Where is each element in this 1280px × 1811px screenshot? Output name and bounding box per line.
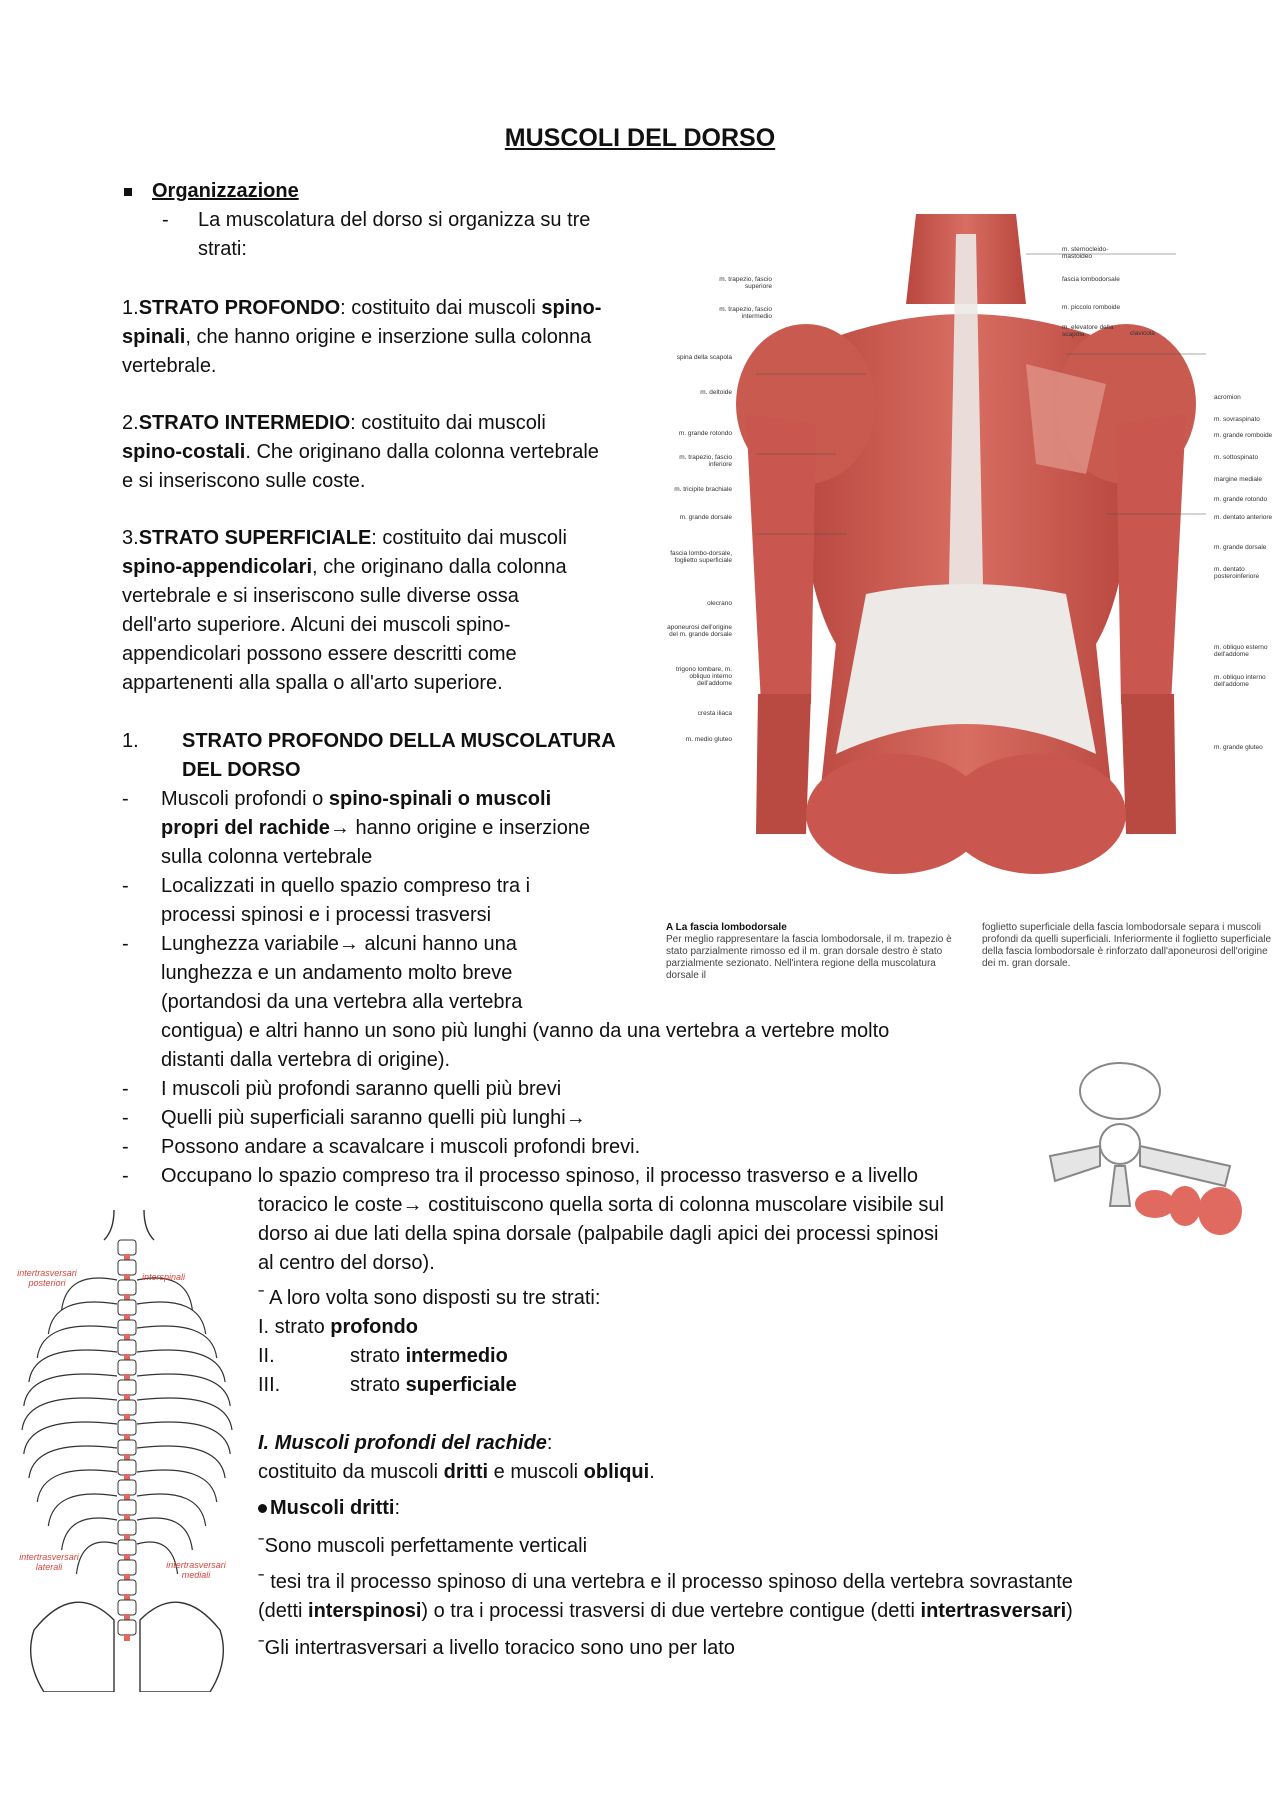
figure-label-left: spina della scapola xyxy=(676,354,732,361)
square-bullet-icon xyxy=(124,188,132,196)
label-interspinali: interspinali xyxy=(142,1272,186,1282)
bullet-spino-spinali: Muscoli profondi o spino-spinali o muscoli propri del rachide→ hanno origine e inserzione sulla colonna vertebrale xyxy=(161,788,591,868)
vertebra-section-figure xyxy=(1030,1056,1250,1246)
rib xyxy=(137,1350,225,1382)
figure-caption-right: foglietto superficiale della fascia lombodorsale separa i muscoli profondi da quelli superficiali. Inferiormente il foglietto superficiale della fascia lombodorsale è rinforzato dall'aponeurosi dell'origine dei m. gran dorsale. xyxy=(982,922,1272,969)
organizzazione-dash: - xyxy=(162,209,169,231)
figure-label-left: olecrano xyxy=(707,600,732,607)
dritti-line2: ˉ tesi tra il processo spinoso di una vertebra e il processo spinoso della vertebra sovrastante (detti interspinosi) o tra i processi trasversi di due vertebre contigue (detti intertrasversari) xyxy=(258,1571,1073,1622)
figure-label-right: m. grande gluteo xyxy=(1214,744,1263,751)
figure-label-right: m. dentato posteroinferiore xyxy=(1214,566,1260,580)
section1-number: 1. xyxy=(122,730,139,752)
figure-label-left: m. medio gluteo xyxy=(685,736,732,743)
figure-label-left: trigono lombare, m. obliquo interno dell'addome xyxy=(676,666,732,687)
organizzazione-text: La muscolatura del dorso si organizza su tre strati: xyxy=(198,209,591,260)
profondi-heading: I. Muscoli profondi del rachide: xyxy=(258,1432,553,1454)
rib xyxy=(137,1398,232,1430)
sub-strato-intermedio: strato intermedio xyxy=(350,1345,508,1367)
rib xyxy=(137,1446,225,1478)
figure-label-left: cresta iliaca xyxy=(697,710,732,717)
dritti-heading: Muscoli dritti: xyxy=(258,1494,400,1523)
vertebra xyxy=(118,1420,136,1435)
interspinous-muscle xyxy=(124,1634,130,1641)
vertebra xyxy=(118,1320,136,1335)
figure-label-right: fascia lombodorsale xyxy=(1062,276,1120,283)
bullet-occupano: Occupano lo spazio compreso tra il processo spinoso, il processo trasverso e a livello xyxy=(161,1165,919,1187)
vertebra xyxy=(118,1540,136,1555)
vertebra xyxy=(118,1580,136,1595)
bullet-profondi-brevi: I muscoli più profondi saranno quelli più brevi xyxy=(161,1078,562,1100)
figure-label-right: m. sovraspinato xyxy=(1214,416,1260,423)
figure-label-right: margine mediale xyxy=(1214,476,1263,483)
dritti-line1: ˉSono muscoli perfettamente verticali xyxy=(258,1535,588,1557)
figure-label-right: m. piccolo romboide xyxy=(1062,304,1121,311)
figure-label-left: m. deltoide xyxy=(700,389,732,396)
strato-superficiale-paragraph: 3.STRATO SUPERFICIALE: costituito dai muscoli spino-appendicolari, che originano dalla colonna vertebrale e si inseriscono sulle diverse ossa dell'arto superiore. Alcuni dei muscoli spino- appendicolari possono essere descritti come appartenenti alla spalla o all'arto superiore. xyxy=(122,527,567,694)
sub-strato-superficiale-num: III. xyxy=(258,1374,281,1396)
bullet-localizzati: Localizzati in quello spazio compreso tra i processi spinosi e i processi trasversi xyxy=(161,875,531,926)
organizzazione-heading: Organizzazione xyxy=(124,177,299,206)
rib xyxy=(24,1374,117,1406)
vertebra xyxy=(118,1340,136,1355)
spine-figure xyxy=(14,1210,240,1692)
rib xyxy=(137,1422,230,1454)
vertebra xyxy=(118,1400,136,1415)
rib xyxy=(29,1350,117,1382)
rib xyxy=(137,1494,206,1526)
vertebra xyxy=(118,1240,136,1255)
rib xyxy=(24,1422,117,1454)
figure-label-left: m. grande rotondo xyxy=(678,430,732,437)
dritti-line3: ˉGli intertrasversari a livello toracico sono uno per lato xyxy=(258,1637,735,1659)
figure-label-right: m. grande romboide xyxy=(1214,432,1273,439)
figure-label-right: m. grande dorsale xyxy=(1214,544,1267,551)
vertebra xyxy=(118,1460,136,1475)
profondi-desc: costituito da muscoli dritti e muscoli obliqui. xyxy=(258,1461,655,1483)
bullet-occupano-cont: toracico le coste→ costituiscono quella sorta di colonna muscolare visibile sul dorso ai due lati della spina dorsale (palpabile dagli apici dei processi spinosi al centro del dorso). xyxy=(258,1194,944,1274)
sub-strati-intro: ˉ A loro volta sono disposti su tre strati: xyxy=(258,1287,601,1309)
round-bullet-icon xyxy=(258,1504,267,1513)
vertebra xyxy=(118,1260,136,1275)
rib xyxy=(29,1446,117,1478)
bullet-scavalcare: Possono andare a scavalcare i muscoli profondi brevi. xyxy=(161,1136,641,1158)
figure-label-right: m. sternocleido-mastoideo xyxy=(1062,246,1109,260)
back-muscles-figure xyxy=(666,214,1280,900)
figure-label-right: m. obliquo esterno dell'addome xyxy=(1214,644,1268,658)
figure-label-left: m. trapezio, fascio inferiore xyxy=(679,454,732,468)
sub-strato-profondo: I. strato profondo xyxy=(258,1316,418,1338)
rib xyxy=(48,1302,117,1334)
section1-title: STRATO PROFONDO DELLA MUSCOLATURA DEL DORSO xyxy=(182,730,616,781)
vertebra xyxy=(118,1600,136,1615)
page-title: MUSCOLI DEL DORSO xyxy=(504,124,776,152)
figure-label-left: fascia lombo-dorsale, foglietto superficiale xyxy=(670,550,732,564)
sub-strato-superficiale: strato superficiale xyxy=(350,1374,517,1396)
figure-caption-left: A La fascia lombodorsale Per meglio rappresentare la fascia lombodorsale, il m. trapezio è stato parzialmente rimosso ed il m. gran dorsale destro è stato parzialmente sezionato. Nell'intera regione della muscolatura dorsale il xyxy=(666,922,952,981)
bullet-lunghezza: Lunghezza variabile→ alcuni hanno una lunghezza e un andamento molto breve (portandosi da una vertebra alla vertebra contigua) e altri hanno un sono più lunghi (vanno da una vertebra a vertebre molto distanti dalla vertebra di origine). xyxy=(161,933,890,1071)
vertebra xyxy=(118,1380,136,1395)
figure-label-left: m. trapezio, fascio superiore xyxy=(719,276,772,290)
figure-label-right: m. sottospinato xyxy=(1214,454,1259,461)
rib xyxy=(137,1374,230,1406)
figure-label-left: m. grande dorsale xyxy=(679,514,732,521)
label-intertrasversari-laterali: intertrasversari laterali xyxy=(19,1552,79,1572)
vertebra xyxy=(118,1300,136,1315)
rib xyxy=(48,1494,117,1526)
vertebra xyxy=(118,1440,136,1455)
vertebra xyxy=(118,1480,136,1495)
figure-label-left: aponeurosi dell'origine del m. grande dorsale xyxy=(667,624,732,638)
figure-label-right: m. grande rotondo xyxy=(1214,496,1268,503)
bullet-superficiali-lunghi: Quelli più superficiali saranno quelli più lunghi→ xyxy=(161,1107,586,1129)
figure-label-right: m. dentato anteriore xyxy=(1214,514,1273,521)
figure-label-right: clavicola xyxy=(1130,330,1155,337)
figure-label-right: m. obliquo interno dell'addome xyxy=(1214,674,1266,688)
rib xyxy=(62,1518,117,1550)
figure-label-right: m. elevatore della scapola xyxy=(1062,324,1114,338)
rib xyxy=(37,1470,117,1502)
label-intertrasversari-posteriori: intertrasversari posteriori xyxy=(17,1268,77,1288)
label-intertrasversari-mediali: intertrasversari mediali xyxy=(166,1560,226,1580)
strato-profondo-paragraph: 1.STRATO PROFONDO: costituito dai muscoli spino- spinali, che hanno origine e inserzione sulla colonna vertebrale. xyxy=(122,297,602,377)
vertebra xyxy=(118,1520,136,1535)
vertebra xyxy=(118,1620,136,1635)
vertebra xyxy=(118,1500,136,1515)
sub-strato-intermedio-num: II. xyxy=(258,1345,275,1367)
rib xyxy=(137,1470,217,1502)
figure-label-right: acromion xyxy=(1214,394,1241,401)
vertebra xyxy=(118,1560,136,1575)
strato-intermedio-paragraph: 2.STRATO INTERMEDIO: costituito dai muscoli spino-costali. Che originano dalla colonna vertebrale e si inseriscono sulle coste. xyxy=(122,412,599,492)
rib xyxy=(137,1302,206,1334)
vertebra xyxy=(118,1360,136,1375)
figure-label-left: m. tricipite brachiale xyxy=(674,486,732,493)
rib xyxy=(22,1398,117,1430)
rib xyxy=(137,1518,192,1550)
vertebra-illustration xyxy=(1030,1056,1250,1246)
figure-label-left: m. trapezio, fascio intermedio xyxy=(719,306,772,320)
vertebra xyxy=(118,1280,136,1295)
